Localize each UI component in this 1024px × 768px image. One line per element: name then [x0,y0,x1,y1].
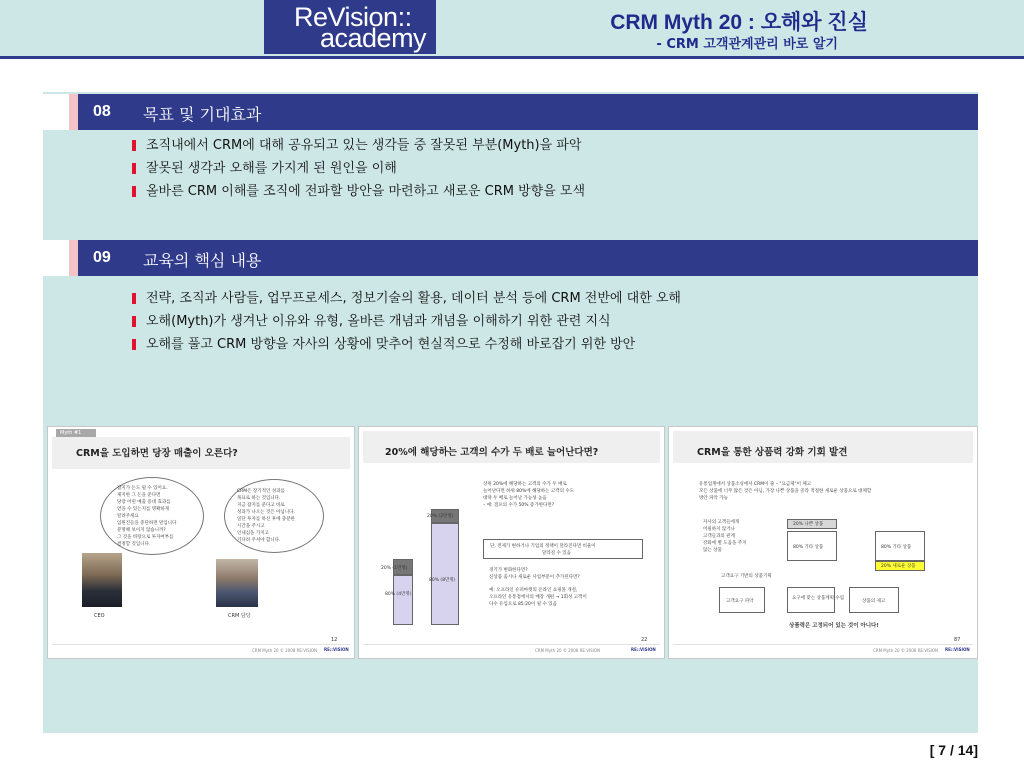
list-item: 올바른 CRM 이해를 조직에 전파할 방안을 마련하고 새로운 CRM 방향을 모색 [132,180,585,203]
thumb-left-text: 자사의 고객들에게 어필하지 않거나 고객들과의 관계 강화에 별 도움을 주지 않는 상품 [703,520,747,553]
bullet-icon [132,293,136,304]
thumb-text-bottom: 경기가 변화한다면? 신상품 출시나 새로운 사업부문이 추가된다면? 예: 오프라인 슈퍼마켓의 온라인 쇼핑몰 개설, 오프라인 유통점에서의 매장 개편 → 1회성 고객이 다수 유입으로 85:20이 될 수 있음 [489,568,587,607]
slide-title: CRM Myth 20 : 오해와 진실 [610,11,868,34]
speech-bubble-left: 잡지가 돈도 될 수 있어요. 제지한 그 돈을 준다면 당장 어떤 매출 증대 효과를 얻을 수 있는지를 명확하게 알려주세요 임원진들을 중단하면 말입니다 분명해 보이지 않습니까? 그 것을 바탕으로 투자여부를 결정할 것입니다. [100,477,204,555]
section-header-08 [43,94,978,130]
logo-line-1: ReVision:: [294,2,412,32]
thumb-page-number: 22 [641,637,648,643]
section-09-bullets [132,287,681,356]
section-tab [43,240,78,276]
slide-thumbnail-3[interactable]: CRM을 통한 상품력 강화 기회 발견 유통업계에서 상품소싱에서 CRM이 줄 – "요금제"이 체고 모든 상품에 너무 많은 것은 아님, 가장 나쁜 상품을 골라 적절한 새로운 상품으로 대체할 방안 파악 가능 자사의 고객들에게 어필하지 않거나 고객들과의 관계 강화에 별 도움을 주지 않는 상품 20% 나쁜 상품 80% 기타 상품 80% 기타 상품 20% 새로운 상품 고객요구 기반의 상품기획 고객요구 파악 요구에 맞는 상품계획 수립 상품의 제고 상품력은 고정되어 있는 것이 아니다! 87 CRM Myth 20 © 2008 RE:VISION RE::VISION [668,426,978,659]
thumb-title: CRM을 도입하면 당장 매출이 오른다? [76,448,238,459]
speech-bubble-right: CRM은 장기적인 성과를 목표로 하는 것입니다. 지금 잡지를 준다고 바로 성과가 나오는 것은 아닙니다. 일단 투자를 하신 후에 충분한 시간을 주시고 인내심을 가지고 기다려 주셔야 합니다. [224,479,324,553]
section-number: 08 [93,103,111,120]
thumb-title: 20%에 해당하는 고객의 수가 두 배로 늘어난다면? [385,447,599,458]
thumb-footer: CRM Myth 20 © 2008 RE:VISION RE::VISION [363,644,660,654]
thumb-title: CRM을 통한 상품력 강화 기회 발견 [697,447,848,458]
bar-bottom-left [393,575,413,625]
section-header-09 [43,240,978,276]
section-number: 09 [93,249,111,266]
list-item: 조직내에서 CRM에 대해 공유되고 있는 생각들 중 잘못된 부분(Myth)을 파악 [132,134,585,157]
page-indicator: [ 7 / 14] [929,742,978,758]
thumb-footer: CRM Myth 20 © 2008 RE:VISION RE::VISION [52,644,350,654]
list-item: 잘못된 생각과 오해를 가지게 된 원인을 이해 [132,157,585,180]
section-08-bullets [132,134,585,203]
section-tab [43,94,78,130]
bullet-icon [132,316,136,327]
thumb-page-number: 87 [954,637,961,643]
slide-thumbnail-1[interactable] [47,426,355,659]
bullet-icon [132,140,136,151]
thumb-text-top: 상위 20%에 해당하는 고객의 수가 두 배로 늘어난다면 하위 80%에 해당하는 고객의 수도 대략 두 배로 늘어날 가능성 높음 – 예: 점포의 수가 50% 증가한다면? [483,482,575,508]
crm-manager-photo [216,559,258,607]
slide-header [0,0,1024,56]
section-title: 교육의 핵심 내용 [143,251,262,270]
list-item: 오해를 풀고 CRM 방향을 자사의 상황에 맞추어 현실적으로 수정해 바로잡기 위한 방안 [132,333,681,356]
thumb-conclusion: 상품력은 고정되어 있는 것이 아니다! [789,623,879,629]
thumb-page-number: 12 [331,637,338,643]
slide-subtitle: - CRM 고객관계관리 바로 알기 [656,37,838,52]
list-item: 오해(Myth)가 생겨난 이유와 유형, 올바른 개념과 개념을 이해하기 위한 관련 지식 [132,310,681,333]
bullet-icon [132,186,136,197]
myth-tag: Myth #1 [56,429,96,438]
slide-thumbnail-2[interactable]: 20%에 해당하는 고객의 수가 두 배로 늘어난다면? 20% (2만명) 20% (1만명) 80% (4만명) 80% (8만명) 상위 20%에 해당하는 고객의 수가 두 배로 늘어난다면 하위 80%에 해당하는 고객의 수도 대략 두 배로 늘어날 가능성 높음 – 예: 점포의 수가 50% 증가한다면? 단, 전제가 변하거나 기업의 정책이 달라진다면 비율이 달라질 수 있음 경기가 변화한다면? 신상품 출시나 새로운 사업부문이 추가된다면? 예: 오프라인 슈퍼마켓의 온라인 쇼핑몰 개설, 오프라인 유통점에서의 매장 개편 → 1회성 고객이 다수 유입으로 85:20이 될 수 있음 22 CRM Myth 20 © 2008 RE:VISION RE::VISION [358,426,665,659]
label-crm-manager: CRM 담당 [228,613,251,619]
section-title: 목표 및 기대효과 [143,105,262,124]
thumb-footer: CRM Myth 20 © 2008 RE:VISION RE::VISION [673,644,973,654]
thumb-question-box: 단, 전제가 변하거나 기업의 정책이 달라진다면 비율이 달라질 수 있음 [483,539,643,559]
bullet-icon [132,163,136,174]
header-divider [0,56,1024,59]
bullet-icon [132,339,136,350]
revision-academy-logo [264,0,436,54]
logo-line-2: academy [320,23,427,53]
bar-bottom-right [431,523,459,625]
thumb-text-top: 유통업계에서 상품소싱에서 CRM이 줄 – "요금제"이 체고 모든 상품에 너무 많은 것은 아님, 가장 나쁜 상품을 골라 적절한 새로운 상품으로 대체할 방안 파악 가능 [699,482,872,501]
ceo-photo [82,553,122,607]
label-ceo: CEO [94,613,105,619]
list-item: 전략, 조직과 사람들, 업무프로세스, 정보기술의 활용, 데이터 분석 등에 CRM 전반에 대한 오해 [132,287,681,310]
